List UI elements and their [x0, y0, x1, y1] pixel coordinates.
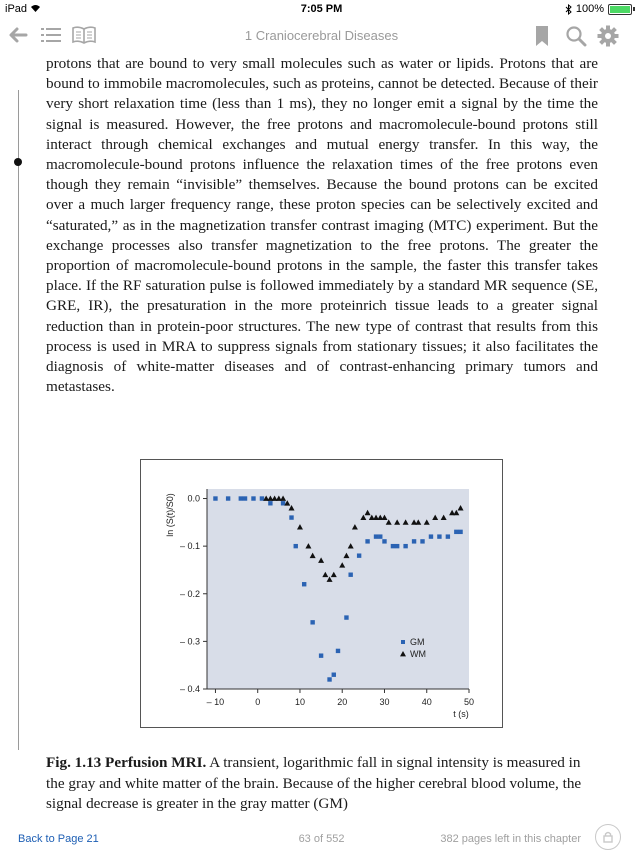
gm-data-point: [403, 544, 407, 548]
x-tick-label: 0: [255, 697, 261, 707]
reader-footer: [0, 828, 643, 858]
gm-data-point: [281, 501, 285, 505]
pages-left-in-chapter: 382 pages left in this chapter: [440, 833, 581, 845]
chapter-progress-track[interactable]: [18, 90, 19, 750]
y-axis-label: ln (S(t)/S0): [165, 493, 175, 537]
legend-label-gm: GM: [410, 637, 425, 647]
figure-1-13: [140, 459, 503, 728]
gm-data-point: [268, 501, 272, 505]
gm-data-point: [302, 582, 306, 586]
gm-data-point: [344, 615, 348, 619]
x-tick-label: – 10: [206, 697, 225, 707]
gm-data-point: [348, 573, 352, 577]
chapter-title: 1 Craniocerebral Diseases: [244, 28, 399, 43]
page-count: 63 of 552: [298, 833, 345, 845]
gm-data-point: [458, 530, 462, 534]
gm-data-point: [378, 534, 382, 538]
status-bar: [0, 0, 643, 18]
gm-data-point: [289, 515, 293, 519]
gm-data-point: [213, 496, 217, 500]
reader-toolbar: [0, 20, 643, 50]
battery-icon: [608, 4, 632, 15]
gm-data-point: [243, 496, 247, 500]
clock: 7:05 PM: [300, 3, 343, 15]
gm-data-point: [437, 534, 441, 538]
device-label: iPad: [5, 3, 41, 15]
gm-data-point: [395, 544, 399, 548]
caption-label: Fig. 1.13 Perfusion MRI.: [46, 754, 207, 771]
y-tick-label: – 0.2: [179, 588, 200, 599]
rotation-lock-icon[interactable]: [595, 824, 621, 850]
x-tick-label: 40: [421, 697, 432, 707]
legend-label-wm: WM: [410, 649, 426, 659]
gm-data-point: [365, 539, 369, 543]
gm-data-point: [391, 544, 395, 548]
figure-caption: [46, 753, 598, 815]
gm-data-point: [429, 534, 433, 538]
gm-data-point: [454, 530, 458, 534]
x-tick-label: 30: [379, 697, 390, 707]
gm-data-point: [382, 539, 386, 543]
gm-data-point: [336, 649, 340, 653]
y-tick-label: – 0.3: [179, 636, 200, 647]
chapter-progress-handle[interactable]: [14, 158, 22, 166]
x-tick-label: 50: [463, 697, 475, 707]
gm-data-point: [260, 496, 264, 500]
gm-data-point: [294, 544, 298, 548]
bluetooth-icon: [565, 4, 572, 15]
perfusion-chart: [141, 460, 502, 727]
body-paragraph: protons that are bound to very small molecules such as water or lipids. Protons that are bound to immobile macromolecules, such as proteins, cannot be detected. Because of their very short relaxation time (less than 1 ms), they no longer emit a signal by the time the signal is measured. However, the free protons and macromolecule-bound protons still interact through chemical exchanges and mutual energy transfer. In this way, the macromolecule-bound protons influence the relaxation times of the free protons even though they remain “invisible” themselves. Because the bound protons can be excited over a much larger frequency range, these proton species can be selectively excited and “saturated,” as in the magnetization transfer contrast imaging (MTC) experiment. But the exchange processes also transfer magnetization to the free protons. The greater the proportion of macromolecule-bound protons in the sample, the faster this transfer takes place. If the RF saturation pulse is followed immediately by a standard MR sequence (SE, GRE, IR), the presaturation in the more proteinrich tissue leads to a greater signal reduction than in protein-poor structures. The new type of contrast that results from this process is used in MRA to suppress signals from stationary tissues; it also facilitates the diagnosis of white-matter diseases and of contrast-enhancing primary tumors and metastases.: [46, 55, 598, 396]
search-icon[interactable]: [565, 25, 587, 47]
back-to-page-link[interactable]: Back to Page 21: [18, 833, 99, 845]
x-axis-label: t (s): [453, 709, 469, 719]
y-tick-label: – 0.4: [179, 684, 200, 694]
y-tick-label: – 0.1: [179, 541, 200, 552]
x-tick-label: 20: [337, 697, 348, 707]
gm-data-point: [239, 496, 243, 500]
y-tick-label: 0.0: [187, 493, 200, 504]
gm-data-point: [420, 539, 424, 543]
gm-data-point: [412, 539, 416, 543]
battery-percent: 100%: [575, 3, 604, 15]
gm-data-point: [357, 553, 361, 557]
gm-data-point: [310, 620, 314, 624]
gm-data-point: [226, 496, 230, 500]
caption-text: A transient, logarithmic fall in signal intensity is measured in the gray and white matter of the brain. Because of the higher cerebral blood volume, the signal decrease is greater in the gray matter (GM): [46, 754, 582, 812]
gm-data-point: [332, 673, 336, 677]
gm-data-point: [374, 534, 378, 538]
gm-data-point: [319, 653, 323, 657]
gm-data-point: [251, 496, 255, 500]
plot-area: [207, 489, 469, 689]
gm-data-point: [446, 534, 450, 538]
gm-data-point: [327, 677, 331, 681]
legend-gm-marker: [401, 640, 405, 644]
x-tick-label: 10: [294, 697, 305, 707]
gear-icon[interactable]: [597, 25, 619, 47]
status-right: [565, 3, 635, 15]
bookmark-icon[interactable]: [535, 25, 549, 47]
